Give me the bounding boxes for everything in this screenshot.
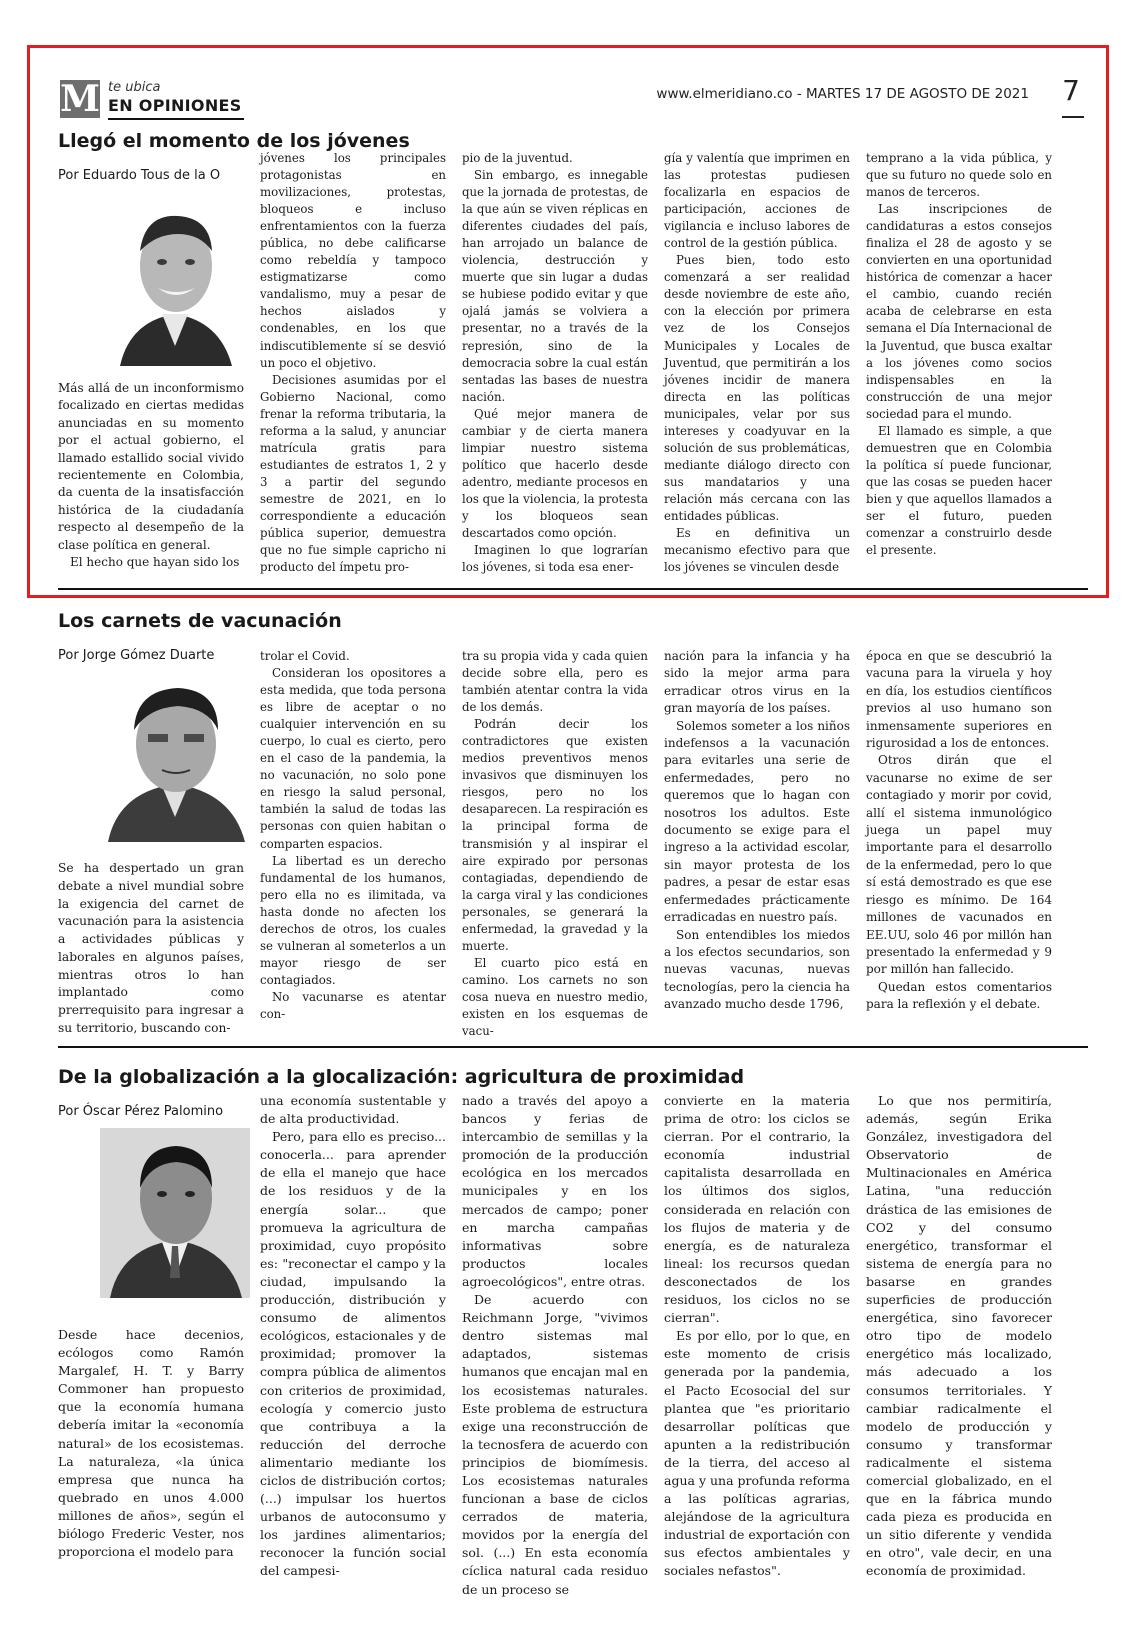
- paragraph: Pues bien, todo esto comenzará a ser realidad desde noviembre de este año, con la elección por primera vez de los Consejos Municipales y Locales de Juventud, que permitirán a los jóvenes incidir de manera directa en las políticas municipales, velar por sus intereses y coadyuvar en la solución de sus problemáticas, mediante diálogo directo con sus mandatarios y una relación más cercana con las entidades públicas.: [664, 253, 850, 523]
- text-column-3: [462, 648, 648, 1040]
- paragraph: Es en definitiva un mecanismo efectivo para que los jóvenes se vinculen desde: [664, 526, 850, 575]
- article-byline: Por Eduardo Tous de la O: [58, 168, 221, 183]
- paragraph: gía y valentía que imprimen en las protestas pudiesen focalizarla en espacios de participación, acciones de vigilancia e incluso labores de control de la gestión pública.: [664, 151, 850, 251]
- paragraph: Se ha despertado un gran debate a nivel mundial sobre la exigencia del carnet de vacunación para la asistencia a actividades públicas y laborales en algunos países, mientras otros lo han implantado como prerrequisito para ingresar a su territorio, buscando con-: [58, 861, 244, 1035]
- paragraph: Es por ello, por lo que, en este momento de crisis generada por la pandemia, el Pacto Ecosocial del sur plantea que "es prioritario desarrollar políticas que apunten a la redistribución de la tierra, del acceso al agua y una profunda reforma a las políticas agrarias, alejándose de la agricultura industrial de exportación con sus efectos ambientales y sociales nefastos".: [664, 1328, 850, 1579]
- paragraph: nación para la infancia y ha sido la mejor arma para erradicar otros virus en la gran mayoría de los países.: [664, 649, 850, 716]
- section-divider: [58, 1046, 1088, 1048]
- paragraph: El cuarto pico está en camino. Los carnets no son cosa nueva en nuestro medio, existen en los esquemas de vacu-: [462, 955, 648, 1039]
- paragraph: Imaginen lo que lograrían los jóvenes, si toda esa ener-: [462, 543, 648, 575]
- section-divider: [58, 588, 1088, 590]
- paragraph: Pero, para ello es preciso... conocerla... para aprender de ella el manejo que hace de los residuos y de la energía solar... que promueva la agricultura de proximidad, cuyo propósito es: "reconectar el campo y la ciudad, impulsando la producción, distribución y consumo de alimentos ecológicos, estacionales y de proximidad; promover la compra pública de alimentos con criterios de proximidad, ecología y comercio justo que contribuya a la reducción del derroche alimentario mediante los ciclos de distribución cortos; (...) impulsar los huertos urbanos de autoconsumo y los jardines alimentarios; reconocer la función social del campesi-: [260, 1129, 446, 1579]
- paragraph: Más allá de un inconformismo focalizado en ciertas medidas anunciadas en su momento por el actual gobierno, el llamado estallido social vivido recientemente en Colombia, da cuenta de la insatisfacción histórica de la ciudadanía respecto al desempeño de la clase política en general.: [58, 381, 244, 552]
- text-column-1: [58, 380, 244, 571]
- tagline: te ubica: [108, 80, 161, 95]
- page-number: 7: [1062, 74, 1080, 107]
- paragraph: Desde hace decenios, ecólogos como Ramón Margalef, H. T. y Barry Commoner han propuesto que la economía humana debería imitar la «economía natural» de los ecosistemas. La naturaleza, «la única empresa que nunca ha quebrado en unos 4.000 millones de años», según el biólogo Frederic Vester, nos proporciona el modelo para: [58, 1327, 244, 1560]
- paragraph: convierte en la materia prima de otro: los ciclos se cierran. Por el contrario, la economía industrial capitalista desarrollada en los últimos dos siglos, considerada en relación con los flujos de materia y de energía, es de naturaleza lineal: los recursos quedan desconectados de los residuos, los ciclos no se cierran".: [664, 1093, 850, 1326]
- paragraph: Lo que nos permitiría, además, según Erika González, investigadora del Observatorio de Multinacionales en América Latina, "una reducción drástica de las emisiones de CO2 y del consumo energético, transformar el sistema de energía para no basarse en grandes superficies de producción energética, sino favorecer otro tipo de modelo energético más localizado, más adecuado a los consumos territoriales. Y cambiar radicalmente el modelo de producción y consumo y transformar radicalmente el sistema comercial globalizado, en el que en la fábrica mundo cada pieza es producida en un sitio diferente y vendida en otro", vale decir, en una economía de proximidad.: [866, 1093, 1052, 1579]
- text-column-5: [866, 150, 1052, 559]
- text-column-4: [664, 150, 850, 576]
- site-and-date: www.elmeridiano.co - MARTES 17 DE AGOSTO DE 2021: [656, 86, 1029, 102]
- author-portrait: [100, 672, 250, 842]
- paragraph: Solemos someter a los niños indefensos a la vacunación para evitarles una serie de enfermedades, pero no queremos que lo hagan con nosotros los adultos. Este documento se exige para el ingreso a la actividad escolar, sin mayor protesta de los padres, a pesar de estar esas enfermedades prácticamente erradicadas en nuestro país.: [664, 718, 850, 925]
- paragraph: Consideran los opositores a esta medida, que toda persona es libre de aceptar o no cualquier intervención en su cuerpo, lo cual es cierto, pero en el caso de la pandemia, la no vacunación, no solo pone en riesgo la salud personal, también la salud de todas las personas con quien habitan o comparten espacios.: [260, 666, 446, 851]
- text-column-1: [58, 860, 244, 1038]
- paragraph: No vacunarse es atentar con-: [260, 989, 446, 1021]
- text-column-3: [462, 1092, 648, 1599]
- paragraph: Decisiones asumidas por el Gobierno Nacional, como frenar la reforma tributaria, la reforma a la salud, y anunciar matrícula gratis para estudiantes de estratos 1, 2 y 3 a partir del segundo semestre de 2021, en lo correspondiente a educación pública superior, demuestra que no fue simple capricho ni producto del ímpetu pro-: [260, 372, 446, 575]
- paragraph: tra su propia vida y cada quien decide sobre ella, pero es también atentar contra la vida de los demás.: [462, 649, 648, 715]
- paragraph: El hecho que hayan sido los: [70, 555, 240, 570]
- paragraph: El llamado es simple, a que demuestren que en Colombia la política sí puede funcionar, que las cosas se pueden hacer bien y que aquellos llamados a ser el futuro, pueden comenzar a construirlo desde el presente.: [866, 423, 1052, 558]
- article-glocalizacion: [58, 1066, 1088, 1606]
- article-carnets: [58, 610, 1088, 1040]
- text-column-5: [866, 648, 1052, 1014]
- article-jovenes: [58, 130, 1088, 580]
- section-title: EN OPINIONES: [108, 96, 242, 115]
- paragraph: pio de la juventud.: [462, 151, 573, 165]
- text-column-3: [462, 150, 648, 576]
- paragraph: Sin embargo, es innegable que la jornada de protestas, de la que aún se viven réplicas en diferentes ciudades del país, han arrojado un balance de violencia, destrucción y muerte que sin lugar a dudas se hubiese podido evitar y que ojalá jamás se volviera a presentar, no a través de la represión, sino de la democracia sobre la cual están sentadas las bases de nuestra nación.: [462, 168, 648, 404]
- paragraph: Otros dirán que el vacunarse no exime de ser contagiado y morir por covid, allí el sistema inmunológico juega un papel muy importante para el desarrollo de la enfermedad, pero lo que sí está demostrado es que ese riesgo es mínimo. De 164 millones de vacunados en EE.UU, solo 46 por millón han presentado la enfermedad y 9 por millón han fallecido.: [866, 753, 1052, 977]
- article-headline: Llegó el momento de los jóvenes: [58, 130, 410, 152]
- paragraph: nado a través del apoyo a bancos y ferias de intercambio de semillas y la promoción de la producción ecológica en los mercados municipales y en los mercados de campo; poner en marcha campañas informativas sobre productos locales agroecológicos", entre otras.: [462, 1093, 648, 1289]
- article-byline: Por Óscar Pérez Palomino: [58, 1104, 224, 1119]
- paragraph: época en que se descubrió la vacuna para la viruela y hoy en día, los estudios científicos previos al uso humano son inmensamente superiores en rigurosidad a los de entonces.: [866, 649, 1052, 751]
- paragraph: jóvenes los principales protagonistas en movilizaciones, protestas, bloqueos e incluso enfrentamientos con la fuerza pública, no debe calificarse como rebeldía y tampoco estigmatizarse como vandalismo, muy a pesar de hechos aislados y condenables, en los que indiscutiblemente sí se desvió un poco el objetivo.: [260, 151, 446, 370]
- paragraph: De acuerdo con Reichmann Jorge, "vivimos dentro sistemas mal adaptados, sistemas humanos que encajan mal en los ecosistemas naturales. Este problema de estructura exige una reconstrucción de la tecnosfera de acuerdo con principios de biomímesis. Los ecosistemas naturales funcionan a base de ciclos cerrados de materia, movidos por la energía del sol. (...) En esta economía cíclica natural cada residuo de un proceso se: [462, 1292, 648, 1597]
- paragraph: una economía sustentable y de alta productividad.: [260, 1093, 446, 1127]
- text-column-2: [260, 150, 446, 576]
- paragraph: Podrán decir los contradictores que existen medios preventivos menos invasivos que disminuyen los riesgos, pero no los desaparecen. La respiración es la principal forma de transmisión y al inspirar el aire expirado por personas contagiadas, dependiendo de la carga viral y las condiciones personales, se generará la enfermedad, la gravedad y la muerte.: [462, 717, 648, 953]
- text-column-4: [664, 1092, 850, 1581]
- paragraph: Las inscripciones de candidaturas a estos consejos finaliza el 28 de agosto y se convierten en una oportunidad histórica de comenzar a hacer el cambio, cuando recién acaba de celebrarse en esta semana el Día Internacional de la Juventud, que busca exaltar a los jóvenes como socios indispensables en la construcción de una mejor sociedad para el mundo.: [866, 202, 1052, 421]
- text-column-2: [260, 1092, 446, 1581]
- paragraph: Quedan estos comentarios para la reflexión y el debate.: [866, 979, 1052, 1012]
- paragraph: temprano a la vida pública, y que su futuro no quede solo en manos de terceros.: [866, 151, 1052, 200]
- el-meridiano-logo: M: [60, 78, 100, 120]
- text-column-4: [664, 648, 850, 1014]
- paragraph: Qué mejor manera de cambiar y de cierta manera limpiar nuestro sistema político que hacerlo desde adentro, mediante procesos en los que la violencia, la protesta y los bloqueos sean descartados como opción.: [462, 406, 648, 541]
- author-portrait: [100, 1128, 250, 1298]
- author-portrait: [100, 196, 250, 366]
- paragraph: La libertad es un derecho fundamental de los humanos, pero ella no es ilimitada, va hasta donde no afecten los derechos de otros, los cuales se vulneran al someterlos a un mayor riesgo de ser contagiados.: [260, 853, 446, 987]
- text-column-2: [260, 648, 446, 1023]
- paragraph: trolar el Covid.: [260, 649, 350, 663]
- paragraph: Son entendibles los miedos a los efectos secundarios, son nuevas vacunas, nuevas tecnologías, pero la ciencia ha avanzado mucho desde 1796,: [664, 927, 850, 1012]
- article-headline: Los carnets de vacunación: [58, 610, 342, 632]
- text-column-1: [58, 1326, 244, 1561]
- article-byline: Por Jorge Gómez Duarte: [58, 648, 215, 663]
- text-column-5: [866, 1092, 1052, 1581]
- article-headline: De la globalización a la glocalización: agricultura de proximidad: [58, 1066, 745, 1088]
